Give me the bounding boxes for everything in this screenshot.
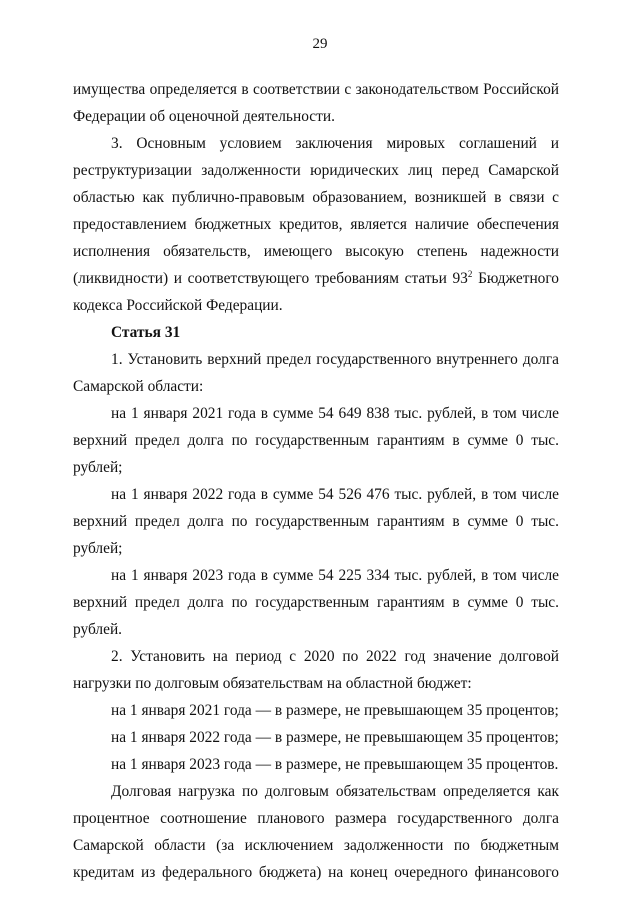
superscript: 2: [467, 269, 473, 279]
paragraph-3-text: 3. Основным условием заключения мировых соглашений и реструктуризации задолженности юридических лиц перед Самарской областью как публично-правовым образованием, возникшей в связи с предоставлением бюджетных кредитов, является наличие обеспечения исполнения обязательств, имеющего высокую степень надежности (ликвидности) и соответствующего требованиям статьи 93: [73, 135, 559, 287]
debt-limit-2023: на 1 января 2023 года в сумме 54 225 334 тыс. рублей, в том числе верхний предел долга по государственным гарантиям в сумме 0 тыс. рублей.: [73, 567, 559, 638]
document-body: [73, 76, 559, 886]
paragraph-3-tail: Бюджетного кодекса Российской Федерации.: [73, 270, 559, 314]
paragraph-3: [73, 130, 559, 319]
debt-limit-2021: на 1 января 2021 года в сумме 54 649 838 тыс. рублей, в том числе верхний предел долга по государственным гарантиям в сумме 0 тыс. рублей;: [73, 405, 559, 476]
debt-load-2023: на 1 января 2023 года — в размере, не превышающем 35 процентов.: [111, 756, 559, 773]
article-31-part-2: 2. Установить на период с 2020 по 2022 год значение долговой нагрузки по долговым обязательствам на областной бюджет:: [73, 648, 559, 692]
debt-load-definition: Долговая нагрузка по долговым обязательствам определяется как процентное соотношение планового размера государственного долга Самарской области (за исключением задолженности по бюджетным кредитам из федерального бюджета) на конец очередного финансового: [73, 783, 559, 881]
debt-load-2022: на 1 января 2022 года — в размере, не превышающем 35 процентов;: [111, 729, 559, 746]
debt-limit-2022: на 1 января 2022 года в сумме 54 526 476 тыс. рублей, в том числе верхний предел долга по государственным гарантиям в сумме 0 тыс. рублей;: [73, 486, 559, 557]
article-heading: Статья 31: [111, 324, 181, 341]
paragraph-continuation: имущества определяется в соответствии с законодательством Российской Федерации об оценочной деятельности.: [73, 81, 559, 125]
debt-load-2021: на 1 января 2021 года — в размере, не превышающем 35 процентов;: [111, 702, 559, 719]
article-31-part-1: 1. Установить верхний предел государственного внутреннего долга Самарской области:: [73, 351, 559, 395]
page-number: 29: [312, 36, 328, 52]
